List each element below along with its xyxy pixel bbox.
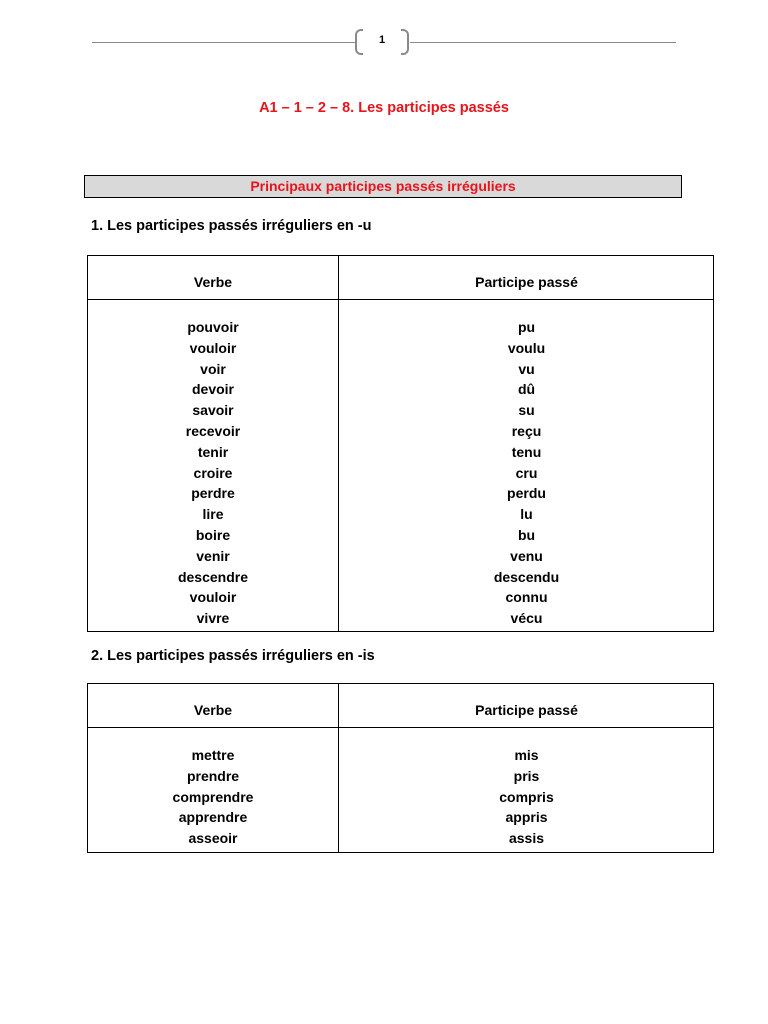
table-cell-participe: cru: [515, 464, 538, 481]
table-cell-verbe: croire: [193, 464, 233, 481]
header-rule-left: [92, 42, 356, 43]
column-header-verbe: Verbe: [193, 702, 233, 718]
table-cell-participe: appris: [505, 809, 548, 826]
table-cell-verbe: recevoir: [185, 422, 241, 439]
table-cell-participe: vu: [518, 360, 535, 377]
table-cell-participe: bu: [517, 526, 536, 543]
table-cell-participe: tenu: [511, 443, 542, 460]
table-cell-verbe: vivre: [196, 610, 230, 627]
table-cell-verbe: venir: [196, 547, 230, 564]
header-rule-right: [410, 42, 676, 43]
page-number-badge: [352, 29, 412, 57]
document-title: A1 – 1 – 2 – 8. Les participes passés: [259, 100, 509, 116]
table-cell-participe: perdu: [507, 485, 546, 502]
table-cell-verbe: vouloir: [189, 339, 237, 356]
table-cell-verbe: tenir: [197, 443, 229, 460]
page-number: 1: [378, 34, 386, 46]
table-cell-participe: voulu: [507, 339, 546, 356]
participe-list: [339, 745, 714, 849]
table-cell-participe: reçu: [511, 422, 542, 439]
column-header-participe: Participe passé: [475, 702, 578, 718]
section-banner: Principaux participes passés irréguliers: [84, 175, 682, 198]
table-cell-participe: pu: [517, 319, 536, 335]
table-cell-verbe: apprendre: [178, 809, 248, 826]
table-cell-participe: vécu: [510, 610, 543, 627]
table-cell-participe: connu: [505, 589, 548, 606]
right-brace-icon: [401, 29, 409, 55]
table-cell-verbe: comprendre: [172, 788, 254, 805]
table-cell-participe: compris: [499, 788, 554, 805]
table-cell-verbe: vouloir: [189, 589, 237, 606]
table-cell-verbe: asseoir: [188, 830, 238, 847]
table-cell-verbe: boire: [195, 526, 231, 543]
verb-list: [88, 317, 338, 629]
verb-list: [88, 745, 338, 849]
section-heading-is: 2. Les participes passés irréguliers en -is: [91, 648, 375, 664]
table-cell-participe: pris: [513, 767, 540, 784]
table-cell-verbe: voir: [200, 360, 226, 377]
table-cell-verbe: perdre: [191, 485, 235, 502]
table-cell-verbe: mettre: [191, 747, 235, 763]
table-header-divider: [88, 299, 713, 300]
table-cell-verbe: prendre: [186, 767, 240, 784]
table-cell-participe: mis: [514, 747, 539, 763]
section-heading-u: 1. Les participes passés irréguliers en -u: [91, 218, 372, 234]
table-participes-is: [87, 683, 714, 853]
table-header-divider: [88, 727, 713, 728]
table-cell-verbe: descendre: [177, 568, 249, 585]
table-cell-verbe: pouvoir: [187, 319, 239, 335]
table-cell-verbe: lire: [202, 506, 224, 523]
table-cell-participe: dû: [517, 381, 536, 398]
table-cell-participe: su: [518, 402, 535, 419]
table-cell-participe: lu: [520, 506, 533, 523]
table-participes-u: [87, 255, 714, 632]
table-cell-participe: descendu: [493, 568, 560, 585]
table-cell-participe: venu: [510, 547, 543, 564]
table-cell-verbe: devoir: [191, 381, 234, 398]
column-header-verbe: Verbe: [193, 274, 233, 290]
table-cell-verbe: savoir: [192, 402, 234, 419]
column-header-participe: Participe passé: [475, 274, 578, 290]
table-cell-participe: assis: [508, 830, 545, 847]
participe-list: [339, 317, 714, 629]
